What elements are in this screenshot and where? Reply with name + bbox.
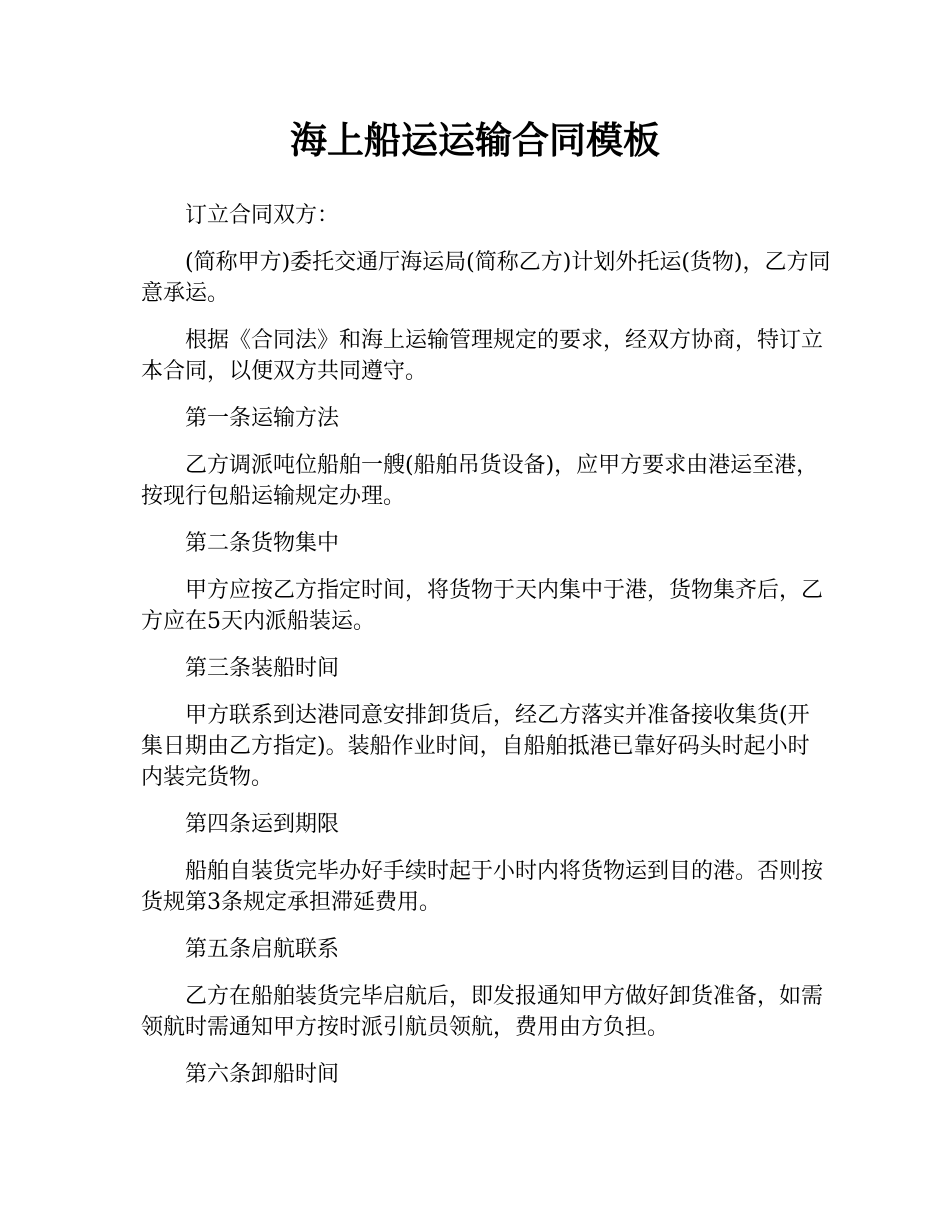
- article-3-heading: 第三条装船时间: [185, 656, 340, 681]
- article-6-heading: 第六条卸船时间: [185, 1062, 340, 1087]
- document-title: 海上船运运输合同模板: [290, 119, 660, 162]
- paragraph-parties-heading: 订立合同双方：: [185, 203, 340, 228]
- paragraph-parties-description: (简称甲方)委托交通厅海运局(简称乙方)计划外托运(货物)，乙方同意承运。: [141, 250, 831, 306]
- article-4-text: 船舶自装货完毕办好手续时起于小时内将货物运到目的港。否则按货规第3条规定承担滞延费用。: [141, 859, 824, 915]
- article-1-heading: 第一条运输方法: [185, 406, 340, 431]
- article-2-heading: 第二条货物集中: [185, 531, 340, 556]
- article-2-text: 甲方应按乙方指定时间，将货物于天内集中于港，货物集齐后，乙方应在5天内派船装运。: [141, 578, 824, 634]
- article-5-text: 乙方在船舶装货完毕启航后，即发报通知甲方做好卸货准备，如需领航时需通知甲方按时派引航员领航，费用由方负担。: [141, 984, 824, 1040]
- document-body: [141, 200, 831, 1106]
- article-3-text: 甲方联系到达港同意安排卸货后，经乙方落实并准备接收集货(开集日期由乙方指定)。装船作业时间，自船舶抵港已靠好码头时起小时内装完货物。: [141, 703, 810, 790]
- paragraph-basis: 根据《合同法》和海上运输管理规定的要求，经双方协商，特订立本合同，以便双方共同遵守。: [141, 328, 824, 384]
- article-4-heading: 第四条运到期限: [185, 812, 340, 837]
- article-1-text: 乙方调派吨位船舶一艘(船舶吊货设备)，应甲方要求由港运至港，按现行包船运输规定办理。: [141, 453, 819, 509]
- article-5-heading: 第五条启航联系: [185, 937, 340, 962]
